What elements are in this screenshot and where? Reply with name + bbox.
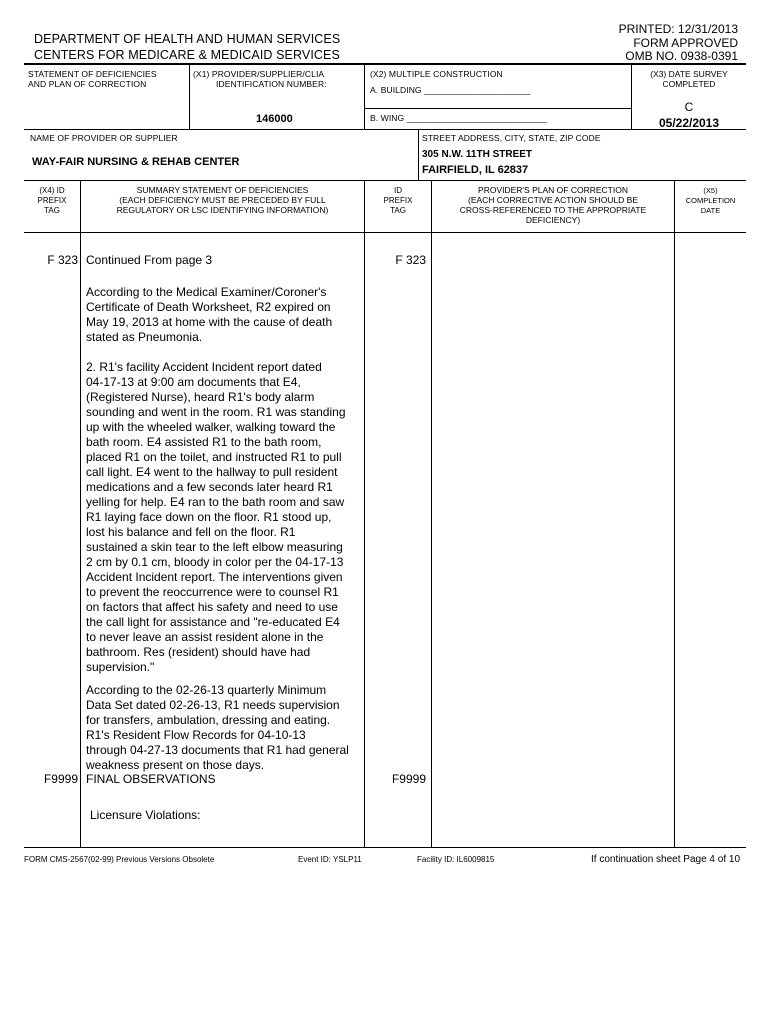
final-observations-heading: FINAL OBSERVATIONS — [86, 772, 216, 786]
footer-facility-id: Facility ID: IL6009815 — [417, 855, 495, 864]
building-field: A. BUILDING ______________________ — [370, 85, 531, 95]
footer-page-number: If continuation sheet Page 4 of 10 — [591, 854, 740, 865]
col-divider-4 — [674, 180, 675, 847]
agency-title: CENTERS FOR MEDICARE & MEDICAID SERVICES — [34, 48, 340, 62]
summary-header: SUMMARY STATEMENT OF DEFICIENCIES (EACH DEFICIENCY MUST BE PRECEDED BY FULL REGULATORY OR LSC IDENTIFYING INFORMATION) — [116, 185, 329, 215]
header-bottom-border — [24, 232, 746, 233]
footer-event-id: Event ID: YSLP11 — [298, 855, 362, 864]
tag-right-f323: F 323 — [395, 253, 426, 267]
paragraph-mds: According to the 02-26-13 quarterly Minimum Data Set dated 02-26-13, R1 needs supervision for transfers, ambulation, dressing and eating. R1's Resident Flow Records for 04-10-13 through 04-27-13 documents that R1 had general weakness present on those days. — [86, 683, 349, 772]
address-city: FAIRFIELD, IL 62837 — [422, 164, 529, 176]
x5-header: (X5) COMPLETION DATE — [685, 186, 736, 215]
statement-label: STATEMENT OF DEFICIENCIES AND PLAN OF CORRECTION — [28, 69, 157, 89]
table-top-border — [24, 63, 746, 65]
col-divider-2 — [364, 180, 365, 847]
col-divider-3 — [431, 180, 432, 847]
divider-building-wing — [364, 108, 631, 109]
address-label: STREET ADDRESS, CITY, STATE, ZIP CODE — [422, 133, 601, 143]
tag-left-f9999: F9999 — [43, 772, 78, 786]
col-divider-1 — [80, 180, 81, 847]
address-street: 305 N.W. 11TH STREET — [422, 149, 533, 160]
footer-form-id: FORM CMS-2567(02-99) Previous Versions Obsolete — [24, 855, 215, 864]
row-divider — [24, 180, 746, 181]
survey-date: 05/22/2013 — [658, 116, 720, 130]
tag-left-f323: F 323 — [47, 253, 78, 267]
x4-header: (X4) ID PREFIX TAG — [37, 186, 67, 215]
x1-label-line2: IDENTIFICATION NUMBER: — [216, 79, 327, 89]
continued-text: Continued From page 3 — [86, 253, 213, 267]
department-title: DEPARTMENT OF HEALTH AND HUMAN SERVICES — [34, 32, 341, 46]
provider-id: 146000 — [256, 113, 293, 125]
paragraph-coroner: According to the Medical Examiner/Coroner's Certificate of Death Worksheet, R2 expired on May 19, 2013 at home with the cause of death stated as Pneumonia. — [86, 285, 333, 344]
divider-address — [418, 129, 419, 180]
plan-header: PROVIDER'S PLAN OF CORRECTION (EACH CORRECTIVE ACTION SHOULD BE CROSS-REFERENCED TO THE APPROPRIATE DEFICIENCY) — [459, 185, 647, 225]
provider-name: WAY-FAIR NURSING & REHAB CENTER — [32, 156, 240, 168]
survey-code: C — [684, 100, 694, 114]
omb-number: OMB NO. 0938-0391 — [625, 49, 738, 63]
wing-field: B. WING _____________________________ — [370, 113, 547, 123]
id-header: ID PREFIX TAG — [383, 186, 413, 215]
printed-date: PRINTED: 12/31/2013 — [618, 22, 738, 36]
divider-x1 — [189, 63, 190, 130]
x2-label: (X2) MULTIPLE CONSTRUCTION — [370, 69, 503, 79]
provider-name-label: NAME OF PROVIDER OR SUPPLIER — [30, 133, 178, 143]
x1-label-line1: (X1) PROVIDER/SUPPLIER/CLIA — [193, 69, 325, 79]
licensure-violations: Licensure Violations: — [90, 808, 201, 822]
paragraph-incident: 2. R1's facility Accident Incident report dated 04-17-13 at 9:00 am documents that E4, (Registered Nurse), heard R1's body alarm sounding and went in the room. R1 was standing up with the wheeled walker, walking toward the bath room. E4 assisted R1 to the bath room, placed R1 on the toilet, and instructed R1 to pull call light. E4 went to the hallway to pull resident medications and a few seconds later heard R1 yelling for help. E4 ran to the bath room and saw R1 laying face down on the floor. R1 stood up, lost his balance and fell on the floor. R1 sustained a skin tear to the left elbow measuring 2 cm by 0.1 cm, bloody in color per the 04-17-13 Accident Incident report. The interventions given to prevent the reoccurrence were to counsel R1 on factors that affect his safety and need to use the call light for assistance and "re-educated E4 to never leave an assist resident alone in the bathroom. Res (resident) should have had supervision." — [86, 360, 346, 674]
divider-x2 — [364, 63, 365, 130]
x3-label: (X3) DATE SURVEY COMPLETED — [650, 69, 728, 89]
table-bottom-border — [24, 847, 746, 848]
form-approved: FORM APPROVED — [633, 36, 738, 50]
tag-right-f9999: F9999 — [391, 772, 426, 786]
